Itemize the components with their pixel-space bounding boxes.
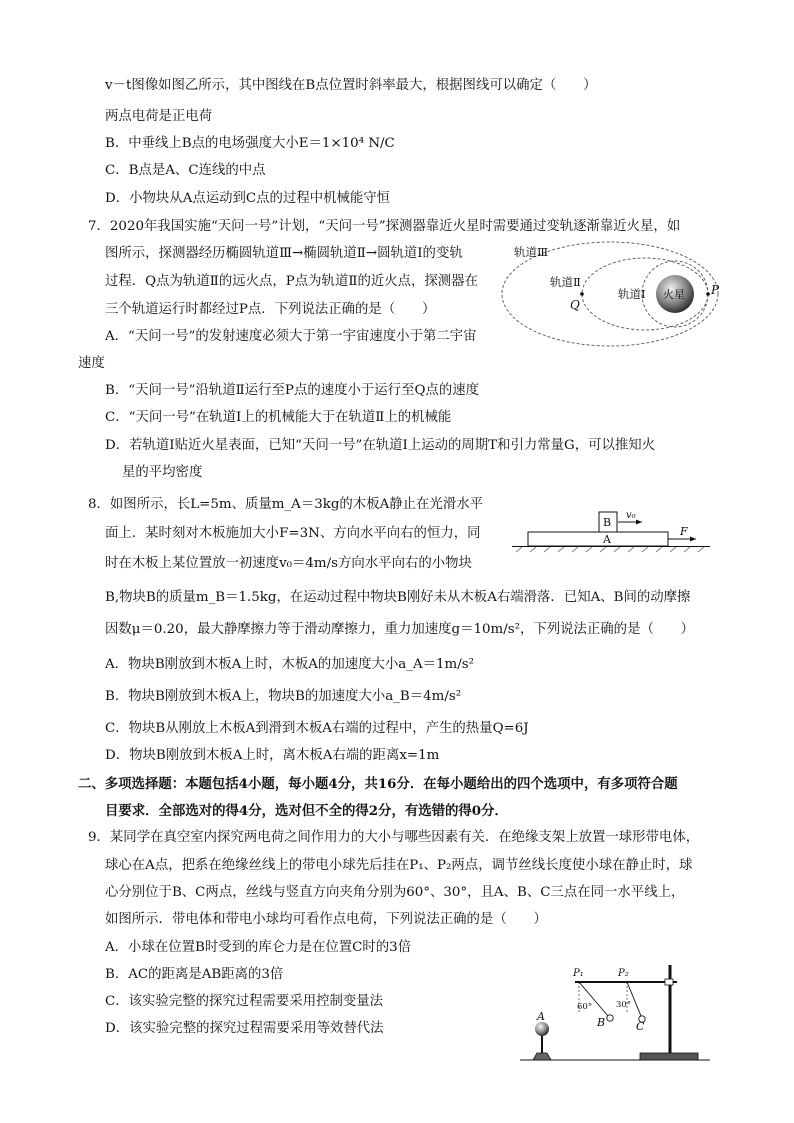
point-p-dot — [706, 292, 710, 296]
q8-stem-line3: 时在木板上某位置放一初速度v₀＝4m/s方向水平向右的小物块 — [105, 556, 472, 571]
section-2-heading-line1: 二、多项选择题：本题包括4小题，每小题4分，共16分．在每小题给出的四个选项中，有多项符合题 — [78, 776, 678, 792]
q8-option-c: C．物块B从刚放上木板A到滑到木板A右端的过程中，产生的热量Q=6J — [105, 721, 529, 736]
q7-option-a-line1: A．“天问一号”的发射速度必须大于第一宇宙速度小于第二宇宙 — [105, 329, 477, 344]
label-q: Q — [570, 298, 580, 312]
force-f-label: F — [680, 525, 688, 538]
label-a: A — [537, 1010, 545, 1023]
label-p1: P₁ — [573, 968, 584, 979]
q8-stem-line2: 面上．某时刻对木板施加大小F=3N、方向水平向右的恒力，同 — [105, 526, 481, 541]
board-a-label: A — [603, 533, 611, 546]
q7-option-d-line1: D．若轨道Ⅰ贴近火星表面，已知“天问一号”在轨道Ⅰ上运动的周期T和引力常量G，可以推知火 — [105, 438, 656, 453]
label-b: B — [597, 1016, 606, 1029]
label-p: P — [711, 283, 720, 297]
q7-option-a-line2: 速度 — [78, 356, 105, 371]
label-orbit-3: 轨道Ⅲ — [514, 245, 549, 259]
q7-stem-line2: 图所示，探测器经历椭圆轨道Ⅲ→椭圆轨道Ⅱ→圆轨道Ⅰ的变轨 — [105, 246, 463, 261]
q9-option-c: C．该实验完整的探究过程需要采用控制变量法 — [105, 994, 384, 1009]
stand-base — [640, 1053, 698, 1060]
q8-stem-line5: 因数μ＝0.20，最大静摩擦力等于滑动摩擦力，重力加速度g＝10m/s²，下列说法正确的是（ ） — [105, 622, 695, 637]
q9-option-d: D．该实验完整的探究过程需要采用等效替代法 — [105, 1021, 384, 1036]
label-orbit-1: 轨道Ⅰ — [618, 287, 646, 301]
label-60deg: 60° — [577, 1002, 593, 1012]
section-2-heading-line2: 目要求．全部选对的得4分，选对但不全的得2分，有选错的得0分． — [105, 803, 508, 819]
clamp — [665, 979, 673, 985]
q9-stem-line2: 球心在A点，把系在绝缘丝线上的带电小球先后挂在P₁、P₂两点，调节丝线长度使小球在静止时，球 — [105, 858, 693, 873]
q9-option-a: A．小球在位置B时受到的库仑力是在位置C时的3倍 — [105, 940, 412, 955]
q9-stem-line4: 如图所示．带电体和带电小球均可看作点电荷，下列说法正确的是（ ） — [105, 912, 547, 927]
mars-label: 火星 — [663, 288, 685, 301]
v0-label: v₀ — [626, 510, 636, 521]
label-30deg: 30° — [616, 1000, 632, 1010]
q6-option-a: 两点电荷是正电荷 — [105, 109, 213, 124]
q6-option-d: D．小物块从A点运动到C点的过程中机械能守恒 — [105, 191, 391, 206]
q7-stem-line3: 过程．Q点为轨道Ⅱ的远火点，P点为轨道Ⅱ的近火点，探测器在 — [105, 274, 478, 289]
thread-c — [627, 982, 641, 1016]
coulomb-apparatus-diagram — [515, 960, 715, 1065]
orbit-diagram — [500, 236, 725, 356]
ball-b — [607, 1015, 613, 1021]
q8-option-d: D．物块B刚放到木板A上时，离木板A右端的距离x=1m — [105, 748, 440, 763]
q8-stem-line4: B,物块B的质量m_B＝1.5kg，在运动过程中物块B刚好未从木板A右端滑落．已知A、B间的动摩擦 — [105, 590, 691, 605]
block-b-label: B — [603, 516, 612, 529]
q6-option-b: B．中垂线上B点的电场强度大小E＝1×10⁴ N/C — [105, 136, 395, 151]
ground-hatch — [516, 547, 704, 552]
q9-stem-line1: 9．某同学在真空室内探究两电荷之间作用力的大小与哪些因素有关．在绝缘支架上放置一球形带电体， — [88, 830, 700, 845]
q6-stem: v－t图像如图乙所示，其中图线在B点位置时斜率最大，根据图线可以确定（ ） — [105, 78, 597, 93]
q7-stem-line4: 三个轨道运行时都经过P点．下列说法正确的是（ ） — [105, 302, 436, 317]
board-a — [528, 532, 668, 546]
q8-stem-line1: 8．如图所示，长L=5m、质量m_A＝3kg的木板A静止在光滑水平 — [88, 497, 483, 512]
q9-stem-line3: 心分别位于B、C两点，丝线与竖直方向夹角分别为60°、30°，且A、B、C三点在同一水平线上， — [105, 885, 685, 900]
q7-option-b: B．“天问一号”沿轨道Ⅱ运行至P点的速度小于运行至Q点的速度 — [105, 383, 479, 398]
force-f-arrowhead — [690, 537, 696, 542]
q8-option-b: B．物块B刚放到木板A上，物块B的加速度大小a_B＝4m/s² — [105, 689, 462, 704]
q8-option-a: A．物块B刚放到木板A上时，木板A的加速度大小a_A＝1m/s² — [105, 657, 474, 672]
board-block-diagram — [510, 502, 715, 554]
label-c: C — [636, 1020, 645, 1033]
point-q-dot — [580, 292, 584, 296]
q7-option-c: C．“天问一号”在轨道Ⅰ上的机械能大于在轨道Ⅱ上的机械能 — [105, 410, 452, 425]
q7-option-d-line2: 星的平均密度 — [122, 465, 203, 480]
charged-sphere-a — [535, 1022, 549, 1036]
v0-arrowhead — [636, 520, 642, 525]
label-orbit-2: 轨道Ⅱ — [550, 275, 581, 289]
insulating-stand-base — [533, 1053, 551, 1060]
label-p2: P₂ — [618, 968, 629, 979]
q9-option-b: B．AC的距离是AB距离的3倍 — [105, 967, 284, 982]
q6-option-c: C．B点是A、C连线的中点 — [105, 163, 266, 178]
q7-stem-line1: 7．2020年我国实施“天问一号”计划，“天问一号”探测器靠近火星时需要通过变轨逐渐靠近火星，如 — [88, 219, 681, 234]
